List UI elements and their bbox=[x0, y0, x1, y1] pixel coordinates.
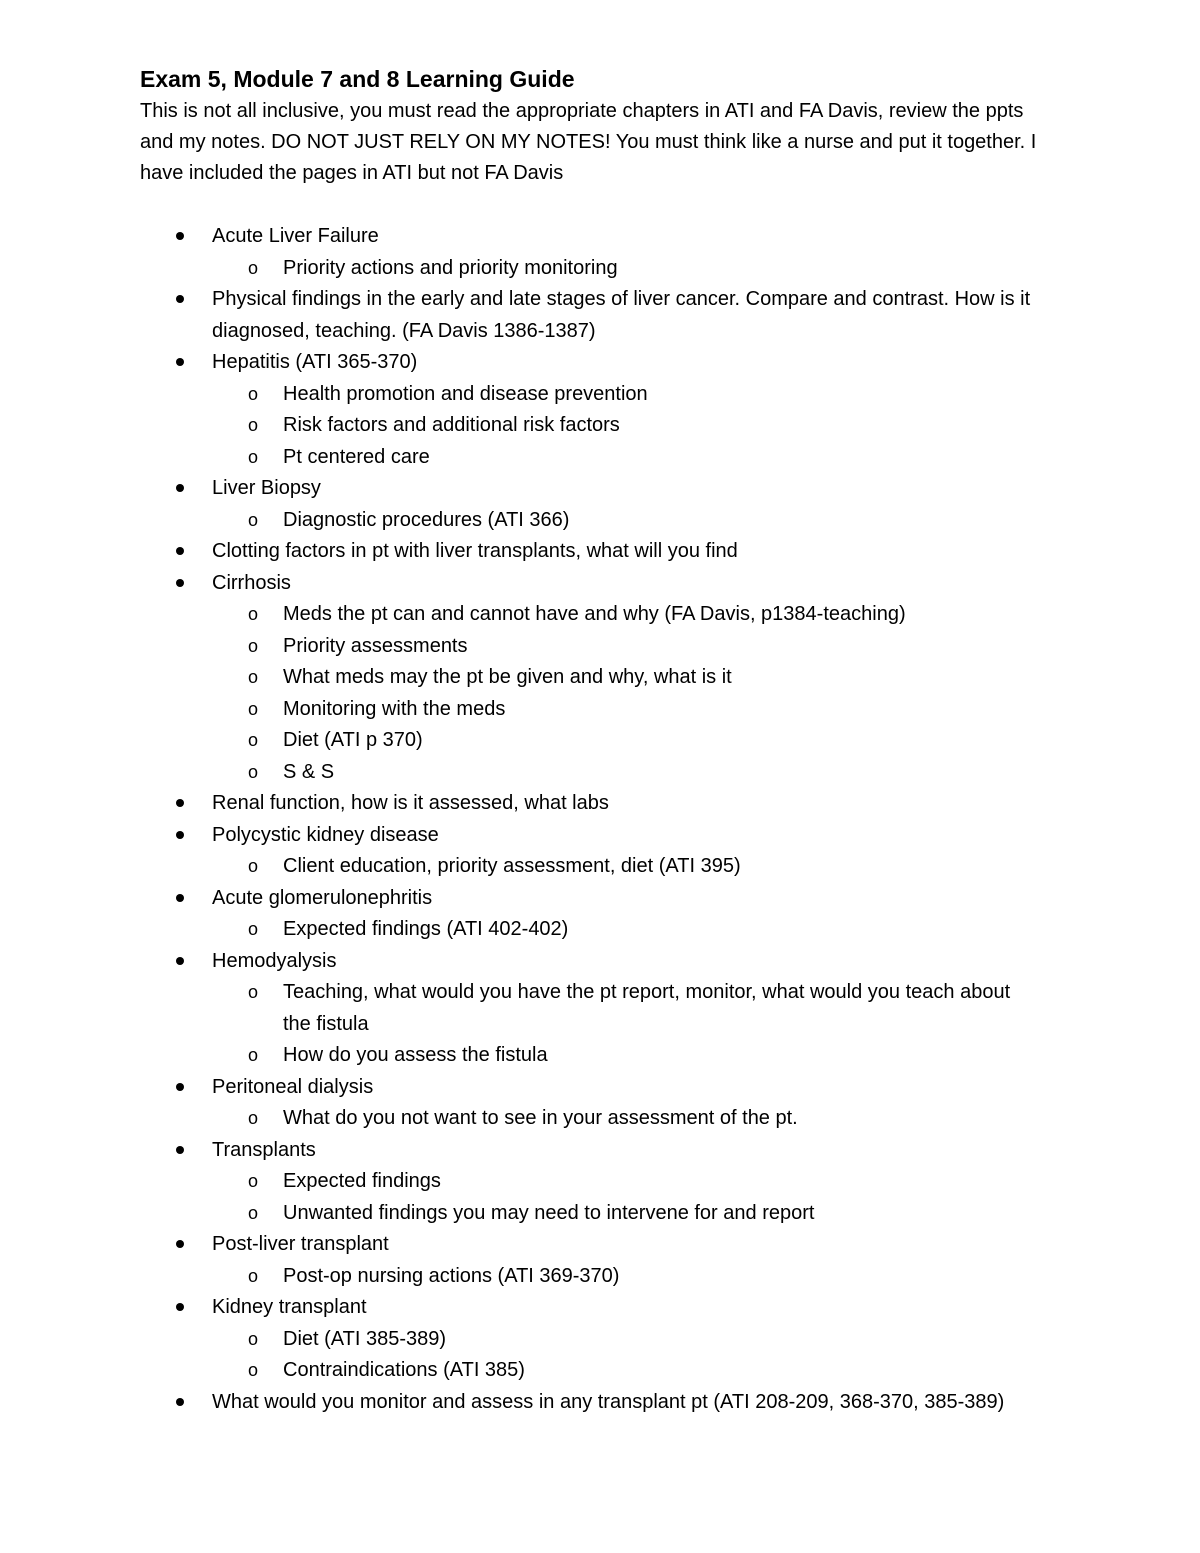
topic-text: Acute glomerulonephritis bbox=[212, 886, 433, 909]
hollow-bullet-icon: o bbox=[248, 1171, 259, 1191]
topic-item bbox=[140, 946, 1060, 1072]
bullet-icon bbox=[176, 831, 184, 839]
subtopic-item bbox=[140, 505, 1060, 537]
bullet-icon bbox=[176, 1083, 184, 1091]
subtopic-list bbox=[212, 253, 1060, 285]
subtopic-text: Priority actions and priority monitoring bbox=[283, 256, 618, 279]
subtopic-item bbox=[140, 977, 1060, 1040]
subtopic-text: Post-op nursing actions (ATI 369-370) bbox=[283, 1264, 620, 1287]
subtopic-list bbox=[212, 977, 1060, 1072]
topic-item bbox=[140, 1229, 1060, 1292]
topic-item bbox=[140, 221, 1060, 284]
hollow-bullet-icon: o bbox=[248, 1265, 259, 1286]
hollow-bullet-icon: o bbox=[248, 1108, 259, 1128]
subtopic-text: Monitoring with the meds bbox=[283, 697, 506, 720]
topic-item bbox=[140, 883, 1060, 946]
subtopic-list bbox=[212, 505, 1060, 537]
subtopic-text: Pt centered care bbox=[283, 445, 430, 468]
subtopic-list bbox=[212, 599, 1060, 788]
subtopic-item bbox=[140, 694, 1060, 726]
subtopic-text: Client education, priority assessment, diet (ATI 395) bbox=[283, 855, 741, 877]
topic-text: Liver Biopsy bbox=[212, 477, 321, 499]
subtopic-list bbox=[212, 1103, 1060, 1135]
bullet-icon bbox=[176, 894, 184, 902]
subtopic-list bbox=[212, 914, 1060, 946]
topic-text: Clotting factors in pt with liver transplants, what will you find bbox=[212, 540, 738, 562]
subtopic-list bbox=[212, 1324, 1060, 1387]
hollow-bullet-icon: o bbox=[248, 1328, 259, 1349]
subtopic-text: Priority assessments bbox=[283, 634, 468, 657]
topic-item bbox=[140, 284, 1060, 347]
topic-text: Physical findings in the early and late stages of liver cancer. Compare and contrast. How is it diagnosed, teaching. (FA Davis 1386-1387) bbox=[212, 288, 1031, 342]
hollow-bullet-icon: o bbox=[248, 730, 259, 750]
bullet-icon bbox=[176, 295, 184, 303]
subtopic-item bbox=[140, 1261, 1060, 1293]
bullet-icon bbox=[176, 232, 184, 240]
intro-paragraph: This is not all inclusive, you must read the appropriate chapters in ATI and FA Davis, review the ppts and my notes. DO NOT JUST RELY ON MY NOTES! You must think like a nurse and put it together. I have included the pages in ATI but not FA Davis bbox=[140, 100, 1037, 184]
subtopic-item bbox=[140, 1103, 1060, 1135]
subtopic-item bbox=[140, 1198, 1060, 1230]
topic-item bbox=[140, 1387, 1060, 1419]
subtopic-list bbox=[212, 379, 1060, 474]
document-page bbox=[140, 62, 1060, 1434]
subtopic-text: Teaching, what would you have the pt report, monitor, what would you teach about the fistula bbox=[283, 981, 1011, 1035]
subtopic-text: Health promotion and disease prevention bbox=[283, 382, 648, 405]
subtopic-text: Expected findings bbox=[283, 1170, 441, 1192]
hollow-bullet-icon: o bbox=[248, 604, 259, 624]
hollow-bullet-icon: o bbox=[248, 635, 259, 656]
hollow-bullet-icon: o bbox=[248, 919, 259, 939]
subtopic-text: Diet (ATI p 370) bbox=[283, 729, 423, 751]
topic-text: Transplants bbox=[212, 1138, 316, 1161]
subtopic-list bbox=[212, 1166, 1060, 1229]
subtopic-item bbox=[140, 253, 1060, 285]
hollow-bullet-icon: o bbox=[248, 667, 259, 687]
topic-item bbox=[140, 820, 1060, 883]
topic-item bbox=[140, 788, 1060, 820]
topic-text: Peritoneal dialysis bbox=[212, 1075, 374, 1098]
subtopic-item bbox=[140, 379, 1060, 411]
document-title: Exam 5, Module 7 and 8 Learning Guide bbox=[140, 66, 575, 92]
topic-text: Kidney transplant bbox=[212, 1296, 367, 1318]
bullet-icon bbox=[176, 484, 184, 492]
subtopic-text: Diagnostic procedures (ATI 366) bbox=[283, 508, 570, 531]
topic-item bbox=[140, 473, 1060, 536]
hollow-bullet-icon: o bbox=[248, 1202, 259, 1223]
subtopic-text: What do you not want to see in your assessment of the pt. bbox=[283, 1107, 798, 1129]
subtopic-text: Meds the pt can and cannot have and why (FA Davis, p1384-teaching) bbox=[283, 603, 906, 625]
hollow-bullet-icon: o bbox=[248, 761, 259, 782]
hollow-bullet-icon: o bbox=[248, 1045, 259, 1065]
bullet-icon bbox=[176, 579, 184, 587]
topic-text: Hepatitis (ATI 365-370) bbox=[212, 351, 418, 373]
hollow-bullet-icon: o bbox=[248, 446, 259, 467]
subtopic-text: How do you assess the fistula bbox=[283, 1044, 548, 1066]
topic-item bbox=[140, 536, 1060, 568]
bullet-icon bbox=[176, 957, 184, 965]
topic-text: Post-liver transplant bbox=[212, 1233, 389, 1255]
subtopic-text: Expected findings (ATI 402-402) bbox=[283, 918, 569, 940]
topic-item bbox=[140, 1292, 1060, 1387]
hollow-bullet-icon: o bbox=[248, 257, 259, 278]
topic-item bbox=[140, 1072, 1060, 1135]
subtopic-text: Contraindications (ATI 385) bbox=[283, 1359, 525, 1381]
topic-text: Polycystic kidney disease bbox=[212, 823, 439, 846]
subtopic-text: What meds may the pt be given and why, what is it bbox=[283, 666, 732, 688]
subtopic-list bbox=[212, 1261, 1060, 1293]
subtopic-text: S & S bbox=[283, 760, 335, 783]
subtopic-item bbox=[140, 851, 1060, 883]
subtopic-item bbox=[140, 1040, 1060, 1072]
subtopic-text: Risk factors and additional risk factors bbox=[283, 414, 620, 436]
subtopic-item bbox=[140, 662, 1060, 694]
subtopic-item bbox=[140, 631, 1060, 663]
topic-item bbox=[140, 1135, 1060, 1230]
hollow-bullet-icon: o bbox=[248, 1360, 259, 1380]
topic-item bbox=[140, 347, 1060, 473]
hollow-bullet-icon: o bbox=[248, 509, 259, 530]
bullet-icon bbox=[176, 799, 184, 807]
hollow-bullet-icon: o bbox=[248, 383, 259, 404]
subtopic-item bbox=[140, 1166, 1060, 1198]
hollow-bullet-icon: o bbox=[248, 415, 259, 435]
bullet-icon bbox=[176, 1303, 184, 1311]
subtopic-item bbox=[140, 410, 1060, 442]
topic-item bbox=[140, 568, 1060, 789]
bullet-icon bbox=[176, 547, 184, 555]
subtopic-list bbox=[212, 851, 1060, 883]
subtopic-item bbox=[140, 442, 1060, 474]
subtopic-item bbox=[140, 1324, 1060, 1356]
hollow-bullet-icon: o bbox=[248, 856, 259, 876]
subtopic-item bbox=[140, 599, 1060, 631]
subtopic-text: Diet (ATI 385-389) bbox=[283, 1327, 447, 1350]
subtopic-item bbox=[140, 914, 1060, 946]
subtopic-text: Unwanted findings you may need to intervene for and report bbox=[283, 1201, 815, 1224]
subtopic-item bbox=[140, 757, 1060, 789]
topic-text: Acute Liver Failure bbox=[212, 225, 379, 247]
topic-list bbox=[140, 221, 1060, 1418]
topic-text: What would you monitor and assess in any transplant pt (ATI 208-209, 368-370, 385-389) bbox=[212, 1390, 1005, 1413]
hollow-bullet-icon: o bbox=[248, 698, 259, 719]
subtopic-item bbox=[140, 725, 1060, 757]
bullet-icon bbox=[176, 1146, 184, 1154]
bullet-icon bbox=[176, 358, 184, 366]
topic-text: Cirrhosis bbox=[212, 571, 291, 594]
hollow-bullet-icon: o bbox=[248, 982, 259, 1002]
bullet-icon bbox=[176, 1398, 184, 1406]
topic-text: Hemodyalysis bbox=[212, 949, 337, 972]
subtopic-item bbox=[140, 1355, 1060, 1387]
topic-text: Renal function, how is it assessed, what labs bbox=[212, 792, 609, 814]
bullet-icon bbox=[176, 1240, 184, 1248]
